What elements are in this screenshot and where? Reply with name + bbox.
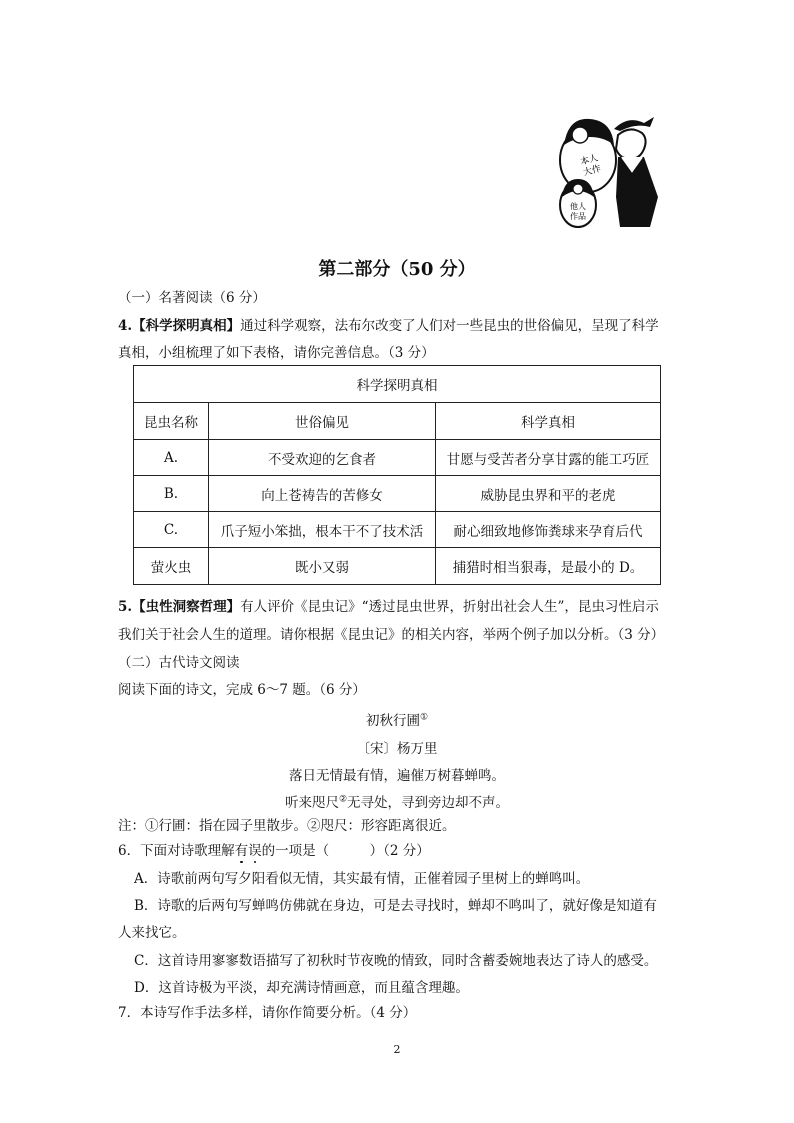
table-cell: 爪子短小笨拙，根本干不了技术活 <box>209 512 436 548</box>
table-header: 世俗偏见 <box>209 403 436 440</box>
table-cell: 威胁昆虫界和平的老虎 <box>436 476 661 512</box>
doll-big-label: 本人大作 <box>579 153 603 179</box>
poem-line-1: 落日无情最有情，遍催万树暮蝉鸣。 <box>289 768 505 784</box>
part2-intro: 阅读下面的诗文，完成 6～7 题。（6 分） <box>118 682 366 698</box>
cartoon-illustration <box>548 105 658 235</box>
table-cell: 甘愿与受苦者分享甘露的能工巧匠 <box>436 440 661 476</box>
poem-title <box>0 709 794 729</box>
poem-line-2: 听来咫尺②无寻处，寻到旁边却不声。 <box>284 794 510 811</box>
table-cell: B. <box>134 476 209 512</box>
q4-text: 通过科学观察，法布尔改变了人们对一些昆虫的世俗偏见，呈现了科学 <box>240 318 659 334</box>
q6-option-b-line1: B．诗歌的后两句写蝉鸣仿佛就在身边，可是去寻找时，蝉却不鸣叫了，就好像是知道有 <box>134 898 657 914</box>
table-cell: 捕猎时相当狠毒，是最小的 D。 <box>436 548 661 585</box>
table-row <box>134 440 661 476</box>
q4-tag: 【科学探明真相】 <box>132 318 241 334</box>
table-cell: 既小又弱 <box>209 548 436 585</box>
poem-notes: 注：①行圃：指在园子里散步。②咫尺：形容距离很近。 <box>118 818 456 834</box>
emphasis-char: 误 <box>248 843 262 859</box>
q6-option-b-line2: 人来找它。 <box>118 925 186 941</box>
table-caption: 科学探明真相 <box>134 366 661 403</box>
q5-line2: 我们关于社会人生的道理。请你根据《昆虫记》的相关内容，举两个例子加以分析。（3 分） <box>118 627 665 643</box>
table-row <box>134 476 661 512</box>
page-number: 2 <box>393 1043 401 1056</box>
q5-line1 <box>118 599 659 615</box>
q5-text: 有人评价《昆虫记》“透过昆虫世界，折射出社会人生”，昆虫习性启示 <box>240 599 659 615</box>
q6-option-c: C．这首诗用寥寥数语描写了初秋时节夜晚的情致，同时含蓄委婉地表达了诗人的感受。 <box>134 953 658 969</box>
q5-number: 5. <box>118 599 133 615</box>
table-cell: 耐心细致地修饰粪球来孕育后代 <box>436 512 661 548</box>
science-truth-table <box>133 365 661 585</box>
poem-title-text: 初秋行圃 <box>365 713 420 729</box>
q6-option-a: A．诗歌前两句写夕阳看似无情，其实最有情，正催着园子里树上的蝉鸣叫。 <box>134 871 590 887</box>
section-title: 第二部分（50 分） <box>318 259 476 280</box>
emphasis-char: 有 <box>234 843 249 859</box>
poem-author: 〔宋〕杨万里 <box>356 741 438 757</box>
table-cell: 不受欢迎的乞食者 <box>209 440 436 476</box>
q6-option-d: D．这首诗极为平淡，却充满诗情画意，而且蕴含理趣。 <box>134 980 469 996</box>
poem-line2-note: ② <box>338 794 348 805</box>
part1-heading: （一）名著阅读（6 分） <box>118 290 266 306</box>
poem-title-note: ① <box>419 712 429 723</box>
q6-stem: 6．下面对诗歌理解有误的一项是（ ）（2 分） <box>118 843 430 859</box>
table-cell: 向上苍祷告的苦修女 <box>209 476 436 512</box>
table-header: 科学真相 <box>436 403 661 440</box>
table-header: 昆虫名称 <box>134 403 209 440</box>
q4-line1 <box>118 318 659 334</box>
q7-stem: 7．本诗写作手法多样，请你作简要分析。（4 分） <box>118 1005 417 1021</box>
doll-small-label: 他人作品 <box>570 202 586 221</box>
table-row <box>134 548 661 585</box>
q4-line2: 真相，小组梳理了如下表格，请你完善信息。（3 分） <box>118 345 435 361</box>
table-cell: 萤火虫 <box>134 548 209 585</box>
part2-heading: （二）古代诗文阅读 <box>118 655 240 671</box>
table-row <box>134 512 661 548</box>
q5-tag: 【虫性洞察哲理】 <box>132 599 241 615</box>
q4-number: 4. <box>118 318 133 334</box>
table-cell: A. <box>134 440 209 476</box>
table-cell: C. <box>134 512 209 548</box>
